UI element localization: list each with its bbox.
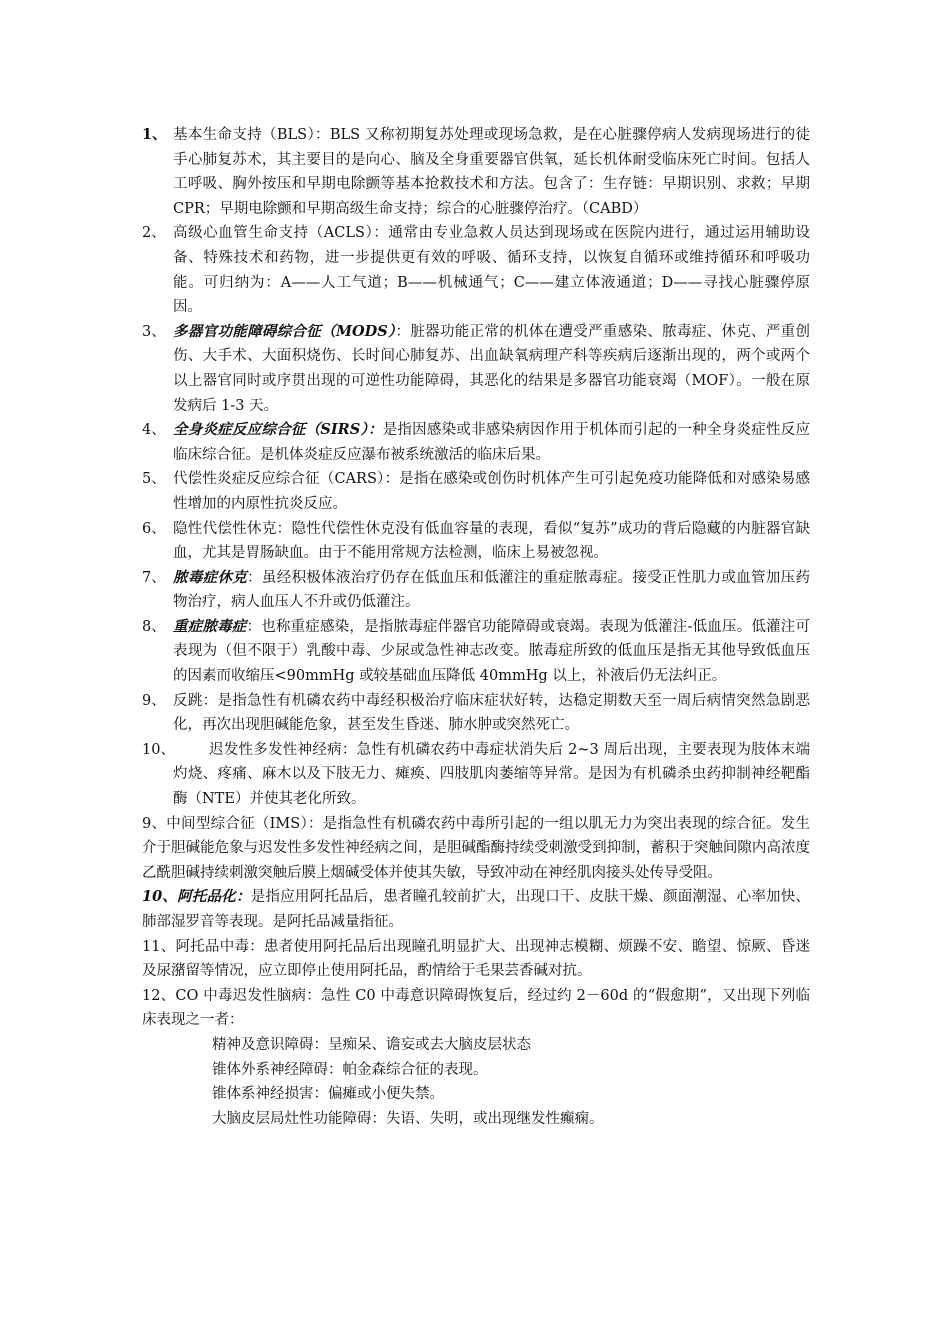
list-item [142, 566, 810, 615]
item-term: 多器官功能障碍综合征（MODS） [173, 322, 396, 340]
list-item [142, 689, 810, 738]
item-number: 6、 [142, 520, 166, 537]
item-text: ：脏器功能正常的机体在遭受严重感染、脓毒症、休克、严重创伤、大手术、大面积烧伤、长时间心肺复苏、出血缺氧病理产科等疾病后逐渐出现的，两个或两个以上器官同时或序贯出现的可逆性功能障碍，其恶化的结果是多器官功能衰竭（MOF）。一般在原发病后 1-3 天。 [173, 323, 810, 414]
item-number: 10、 [142, 741, 175, 758]
list-item [142, 221, 810, 319]
item-term: 脓毒症休克 [173, 568, 248, 586]
list-item [142, 738, 810, 812]
sub-list-item: 锥体外系神经障碍：帕金森综合征的表现。 [212, 1061, 488, 1078]
list-item [142, 517, 810, 566]
paragraph-text: 11、阿托品中毒：患者使用阿托品后出现瞳孔明显扩大、出现神志模糊、烦躁不安、瞻望、惊厥、昏迷及尿潴留等情况，应立即停止使用阿托品，酌情给于毛果芸香碱对抗。 [142, 938, 810, 980]
item-number: 5、 [142, 471, 166, 488]
item-number: 9、 [142, 692, 166, 709]
item-text: 隐性代偿性休克：隐性代偿性休克没有低血容量的表现，看似“复苏”成功的背后隐藏的内脏器官缺血，尤其是胃肠缺血。由于不能用常规方法检测，临床上易被忽视。 [173, 520, 810, 562]
list-item [142, 418, 810, 467]
item-text: 反跳：是指急性有机磷农药中毒经积极治疗临床症状好转，达稳定期数天至一周后病情突然急剧恶化，再次出现胆碱能危象，甚至发生昏迷、肺水肿或突然死亡。 [173, 692, 810, 734]
item-text: 迟发性多发性神经病：急性有机磷农药中毒症状消失后 2~3 周后出现，主要表现为肢体末端灼烧、疼痛、麻木以及下肢无力、瘫痪、四肢肌肉萎缩等异常。是因为有机磷杀虫药抑制神经靶酯酶（NTE）并使其老化所致。 [173, 741, 810, 808]
paragraph [142, 885, 810, 934]
item-number: 1、 [142, 126, 167, 143]
document-content [142, 123, 810, 1131]
item-text: ：虽经积极体液治疗仍存在低血压和低灌注的重症脓毒症。接受正性肌力或血管加压药物治疗，病人血压人不升或仍低灌注。 [173, 569, 810, 611]
item-number: 2、 [142, 225, 166, 242]
paragraph-text: 12、CO 中毒迟发性脑病：急性 C0 中毒意识障碍恢复后，经过约 2－60d 的“假愈期”，又出现下列临床表现之一者： [142, 987, 810, 1029]
item-text: 代偿性炎症反应综合征（CARS）：是指在感染或创伤时机体产生可引起免疫功能降低和对感染易感性增加的内原性抗炎反应。 [173, 471, 810, 512]
paragraph-text: 是指应用阿托品后，患者瞳孔较前扩大，出现口干、皮肤干燥、颜面潮湿、心率加快、肺部湿罗音等表现。是阿托品减量指征。 [142, 889, 810, 930]
item-text: 高级心血管生命支持（ACLS）：通常由专业急救人员达到现场或在医院内进行，通过运用辅助设备、特殊技术和药物，进一步提供更有效的呼吸、循环支持，以恢复自循环或维持循环和呼吸功能。可归纳为：A——人工气道；B——机械通气；C——建立体液通道；D——寻找心脏骤停原因。 [173, 225, 810, 316]
sub-list-item: 锥体系神经损害：偏瘫或小便失禁。 [212, 1086, 444, 1103]
item-text: 是指因感染或非感染病因作用于机体而引起的一种全身炎症性反应临床综合征。是机体炎症反应瀑布被系统激活的临床后果。 [173, 422, 810, 463]
list-item [142, 123, 810, 221]
item-term: 全身炎症反应综合征（SIRS）： [173, 421, 383, 439]
list-item [142, 320, 810, 418]
item-number: 7、 [142, 569, 166, 586]
paragraph [142, 812, 810, 886]
paragraph-term: 10、阿托品化： [142, 888, 251, 906]
item-text: ：也称重症感染，是指脓毒症伴器官功能障碍或衰竭。表现为低灌注-低血压。低灌注可表现为（但不限于）乳酸中毒、少尿或急性神志改变。脓毒症所致的低血压是指无其他导致低血压的因素而收缩压<90mmHg 或较基础血压降低 40mmHg 以上，补液后仍无法纠正。 [173, 618, 810, 685]
item-text: 基本生命支持（BLS）：BLS 又称初期复苏处理或现场急救，是在心脏骤停病人发病现场进行的徒手心肺复苏术，其主要目的是向心、脑及全身重要器官供氧，延长机体耐受临床死亡时间。包括人工呼吸、胸外按压和早期电除颤等基本抢救技术和方法。包含了：生存链：早期识别、求救；早期 CPR；早期电除颤和早期高级生命支持；综合的心脏骤停治疗。（CABD） [173, 127, 810, 217]
item-number: 4、 [142, 422, 166, 439]
paragraph [142, 984, 810, 1033]
item-number: 8、 [142, 618, 166, 635]
list-item [142, 467, 810, 516]
item-number: 3、 [142, 323, 166, 340]
list-item [142, 615, 810, 689]
item-term: 重症脓毒症 [173, 617, 247, 635]
paragraph-text: 9、中间型综合征（IMS）：是指急性有机磷农药中毒所引起的一组以肌无力为突出表现的综合征。发生介于胆碱能危象与迟发性多发性神经病之间，是胆碱酯酶持续受刺激受到抑制，蓄积于突触间隙内高浓度乙酰胆碱持续刺激突触后膜上烟碱受体并使其失敏，导致冲动在神经肌肉接头处传导受阻。 [142, 815, 810, 881]
sub-list-item: 大脑皮层局灶性功能障碍：失语、失明，或出现继发性癫痫。 [212, 1110, 604, 1127]
sub-list-item: 精神及意识障碍：呈痴呆、谵妄或去大脑皮层状态 [212, 1036, 531, 1053]
paragraph [142, 935, 810, 984]
